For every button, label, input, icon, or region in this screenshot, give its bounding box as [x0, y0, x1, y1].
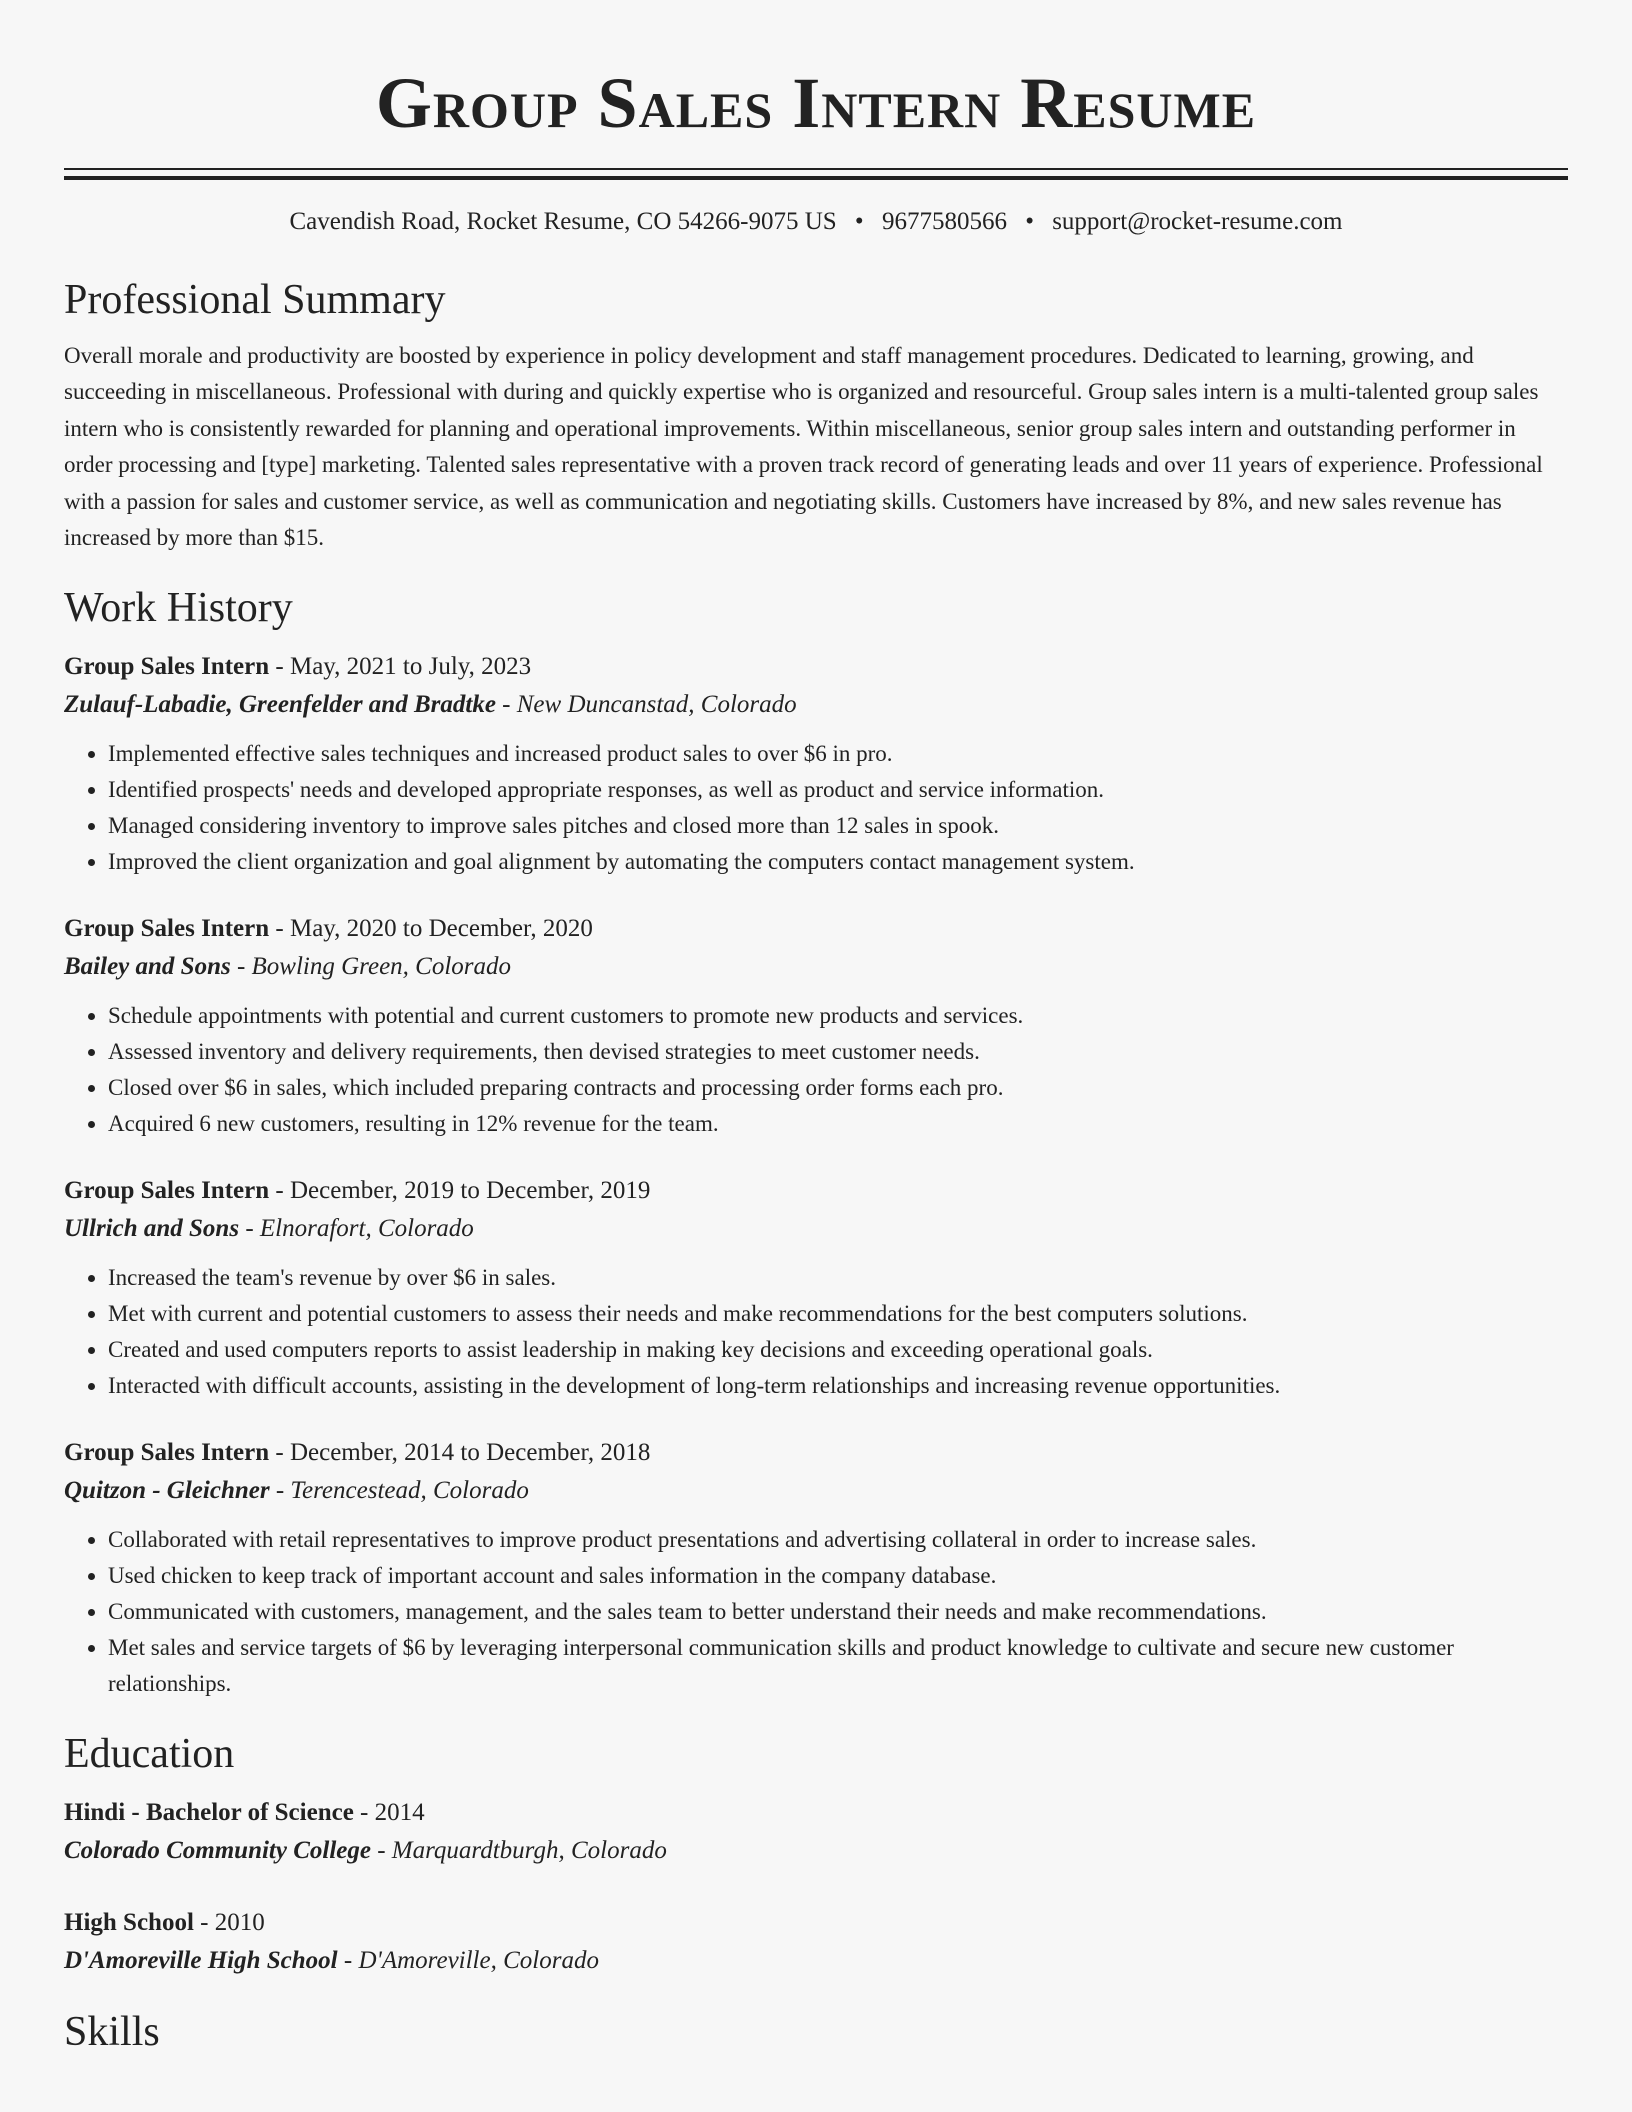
job-company: Quitzon - Gleichner	[64, 1477, 270, 1505]
job-company-line	[64, 1472, 1568, 1510]
job-title-line	[64, 1434, 1568, 1472]
title-rule-thin	[64, 168, 1568, 170]
contact-address: Cavendish Road, Rocket Resume, CO 54266-9075 US	[289, 208, 837, 235]
job-entry	[64, 648, 1568, 880]
job-title-line	[64, 1172, 1568, 1210]
education-entry	[64, 1904, 1568, 1980]
job-title-line	[64, 648, 1568, 686]
job-location: - Terencestead, Colorado	[269, 1477, 529, 1505]
job-bullets	[64, 1522, 1568, 1702]
job-title: Group Sales Intern	[64, 1439, 270, 1467]
job-entry	[64, 910, 1568, 1142]
job-bullet: • Increased the team's revenue by over $6 in sales.	[108, 1260, 1568, 1296]
job-bullet: • Managed considering inventory to improve sales pitches and closed more than 12 sales in spook.	[108, 808, 1568, 844]
education-year: - 2010	[193, 1909, 265, 1937]
job-bullet: • Used chicken to keep track of important account and sales information in the company database.	[108, 1558, 1568, 1594]
job-title: Group Sales Intern	[64, 1177, 270, 1205]
job-bullet: • Closed over $6 in sales, which included preparing contracts and processing order forms each pro.	[108, 1070, 1568, 1106]
job-location: - New Duncanstad, Colorado	[495, 691, 797, 719]
job-company-line	[64, 1210, 1568, 1248]
work-history-heading: Work History	[64, 585, 293, 632]
job-location: - Elnorafort, Colorado	[239, 1215, 474, 1243]
job-entry	[64, 1172, 1568, 1404]
education-degree-line	[64, 1904, 1568, 1942]
education-school-line	[64, 1832, 1568, 1870]
job-bullet: • Assessed inventory and delivery requirements, then devised strategies to meet customer needs.	[108, 1034, 1568, 1070]
education-location: - D'Amoreville, Colorado	[337, 1947, 599, 1975]
job-bullet: • Acquired 6 new customers, resulting in 12% revenue for the team.	[108, 1106, 1568, 1142]
contact-separator: •	[1025, 208, 1034, 235]
job-title: Group Sales Intern	[64, 915, 270, 943]
job-title: Group Sales Intern	[64, 653, 270, 681]
job-bullets	[64, 736, 1568, 880]
education-degree-line	[64, 1794, 1568, 1832]
job-company: Bailey and Sons	[64, 953, 231, 981]
job-dates: - December, 2014 to December, 2018	[269, 1439, 651, 1467]
summary-text: Overall morale and productivity are boosted by experience in policy development and staff management procedures. Dedicated to learning, growing, and succeeding in miscellaneous. Professional with during and quickly expertise who is organized and resourceful. Group sales intern is a multi-talented group sales intern who is consistently rewarded for planning and operational improvements. Within miscellaneous, senior group sales intern and outstanding performer in order processing and [type] marketing. Talented sales representative with a proven track record of generating leads and over 11 years of experience. Professional with a passion for sales and customer service, as well as communication and negotiating skills. Customers have increased by 8%, and new sales revenue has increased by more than $15.	[64, 343, 1543, 551]
contact-email: support@rocket-resume.com	[1052, 208, 1343, 235]
job-dates: - May, 2021 to July, 2023	[269, 653, 532, 681]
contact-phone: 9677580566	[881, 208, 1007, 235]
job-entry	[64, 1434, 1568, 1702]
education-entry	[64, 1794, 1568, 1870]
education-school-line	[64, 1942, 1568, 1980]
education-year: - 2014	[353, 1799, 425, 1827]
job-bullet: • Collaborated with retail representatives to improve product presentations and advertising collateral in order to increase sales.	[108, 1522, 1568, 1558]
job-bullet: • Improved the client organization and goal alignment by automating the computers contact management system.	[108, 844, 1568, 880]
job-company-line	[64, 686, 1568, 724]
job-bullet: • Identified prospects' needs and developed appropriate responses, as well as product and service information.	[108, 772, 1568, 808]
job-bullet: • Met sales and service targets of $6 by leveraging interpersonal communication skills and product knowledge to cultivate and secure new customer relationships.	[108, 1630, 1568, 1702]
job-location: - Bowling Green, Colorado	[230, 953, 512, 981]
education-school: D'Amoreville High School	[64, 1947, 338, 1975]
job-title-line	[64, 910, 1568, 948]
skills-heading: Skills	[64, 2009, 160, 2056]
title-rule-thick	[64, 176, 1568, 180]
job-bullets	[64, 998, 1568, 1142]
job-dates: - December, 2019 to December, 2019	[269, 1177, 651, 1205]
contact-line	[64, 206, 1568, 238]
job-dates: - May, 2020 to December, 2020	[269, 915, 593, 943]
education-degree: High School	[64, 1909, 194, 1937]
resume-title: Group Sales Intern Resume	[375, 63, 1257, 143]
job-company-line	[64, 948, 1568, 986]
education-heading: Education	[64, 1731, 235, 1778]
job-company: Ullrich and Sons	[64, 1215, 240, 1243]
education-degree: Hindi - Bachelor of Science	[64, 1799, 354, 1827]
job-bullet: • Met with current and potential customers to assess their needs and make recommendations for the best computers solutions.	[108, 1296, 1568, 1332]
education-school: Colorado Community College	[64, 1837, 371, 1865]
job-bullets	[64, 1260, 1568, 1404]
job-company: Zulauf-Labadie, Greenfelder and Bradtke	[64, 691, 496, 719]
education-location: - Marquardtburgh, Colorado	[370, 1837, 667, 1865]
job-bullet: • Schedule appointments with potential and current customers to promote new products and services.	[108, 998, 1568, 1034]
job-bullet: • Implemented effective sales techniques and increased product sales to over $6 in pro.	[108, 736, 1568, 772]
job-bullet: • Communicated with customers, management, and the sales team to better understand their needs and make recommendations.	[108, 1594, 1568, 1630]
job-bullet: • Created and used computers reports to assist leadership in making key decisions and exceeding operational goals.	[108, 1332, 1568, 1368]
summary-heading: Professional Summary	[64, 277, 446, 323]
contact-separator: •	[854, 208, 864, 235]
job-bullet: • Interacted with difficult accounts, assisting in the development of long-term relationships and increasing revenue opportunities.	[108, 1368, 1568, 1404]
